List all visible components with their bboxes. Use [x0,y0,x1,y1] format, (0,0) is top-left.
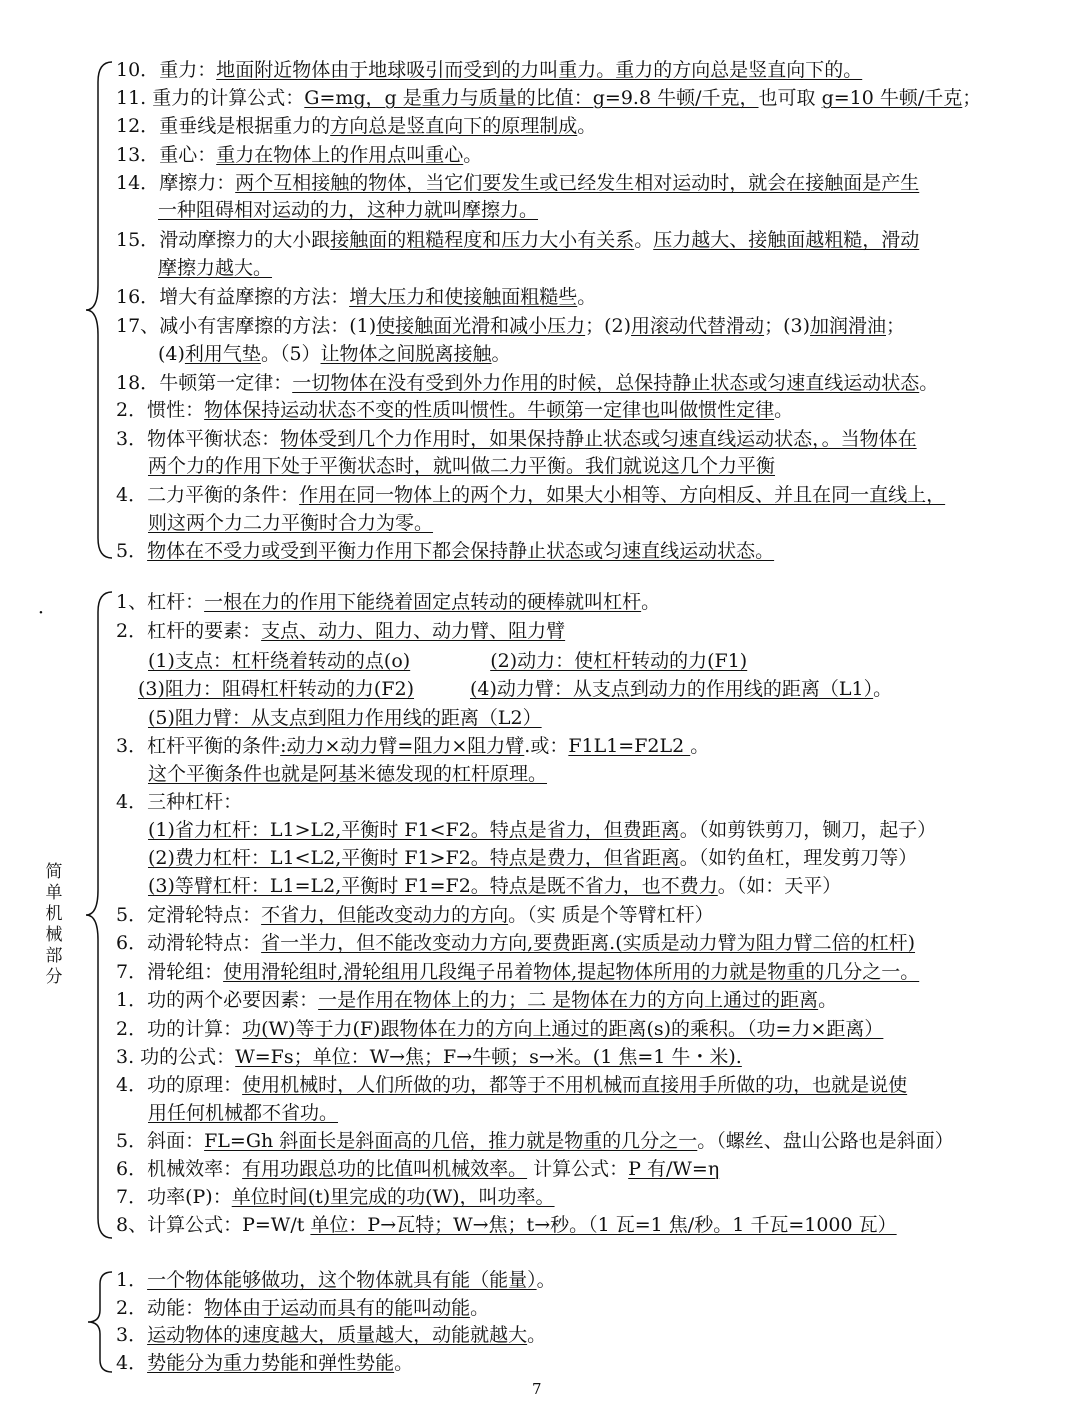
underlined-text: 省一半力，但不能改变动力方向,要费距离.(实质是动力臂为阻力臂二倍的杠杆) [261,932,916,954]
page-number: 7 [532,1380,542,1398]
item-number: 11. [116,87,153,109]
plain-text: 。 [774,399,794,421]
underlined-text: 作用在同一物体上的两个力，如果大小相等、方向相反、并且在同一直线上， [299,484,946,506]
item-number: 17、 [116,315,160,337]
item-number: 7． [116,1186,148,1208]
note-line [116,86,981,110]
item-number: 2． [116,1018,148,1040]
plain-text: 。（如：天平） [717,875,842,897]
item-prefix: 动滑轮特点： [147,932,262,954]
plain-text: 。（5） [260,343,321,365]
side-label: 简 单 机 械 部 分 [45,862,63,987]
item-prefix: 增大有益摩擦的方法： [159,286,350,308]
underlined-text: 重力在物体上的作用点叫重心 [216,144,464,166]
note-line [116,398,793,422]
note-line [116,960,919,984]
underlined-text: 使接触面光滑和减小压力 [376,315,586,337]
plain-text: 。 [527,1324,547,1346]
plain-text: 。（螺丝、盘山公路也是斜面） [697,1130,954,1152]
brace-machine [84,590,114,1240]
plain-text: 。 [818,989,838,1011]
item-prefix: 功率(P)： [147,1186,232,1208]
item-number: 2． [116,1297,148,1319]
plain-text: 。 [536,1269,556,1291]
item-prefix: 重力的计算公式： [152,87,305,109]
underlined-text: (2)动力：使杠杆转动的力(F1) [490,650,748,672]
brace-force [84,60,114,560]
marker-dot: ． [38,596,58,618]
item-prefix: 三种杠杆： [147,791,243,813]
note-line [116,1296,489,1320]
plain-text: 。 [873,678,893,700]
note-line [148,874,841,898]
item-prefix: 定滑轮特点： [147,904,262,926]
item-number: 4． [116,1074,148,1096]
plain-text: 。（如钓鱼杠，理发剪刀等） [679,847,918,869]
underlined-text: :动力×动力臂=阻力×阻力臂 [280,735,525,757]
underlined-text: 物体保持运动状态不变的性质叫惯性。牛顿第一定律也叫做惯性定律 [204,399,775,421]
underlined-text: P 有/W=η [628,1158,720,1180]
item-number: 3． [116,735,148,757]
note-line [116,1017,883,1041]
item-number: 3． [116,428,148,450]
plain-text: 。 [641,591,661,613]
underlined-text: 增大压力和使接触面粗糙些 [349,286,578,308]
item-number: 12． [116,115,160,137]
underlined-text: FL=Gh 斜面长是斜面高的几倍，推力就是物重的几分之一 [204,1130,698,1152]
note-line [116,371,938,395]
item-number: 18． [116,372,160,394]
plain-text: 计算公式： [527,1158,629,1180]
note-line [116,1157,719,1181]
item-prefix: 滑轮组： [147,961,224,983]
note-line [148,511,433,535]
item-number: 4． [116,1352,148,1374]
item-number: 14． [116,172,160,194]
underlined-text: 有用功跟总功的比值叫机械效率。 [242,1158,528,1180]
note-line [116,1268,556,1292]
underlined-text: 单位：P→瓦特；W→焦；t→秒。（1 瓦=1 焦/秒。1 千瓦=1000 瓦） [310,1214,897,1236]
underlined-text: 摩擦力越大。 [158,257,273,279]
underlined-text: F1L1=F2L2 [568,735,691,757]
note-line [116,1351,413,1375]
plain-text: 。 [394,1352,414,1374]
item-number: 6． [116,932,148,954]
item-prefix: 斜面： [147,1130,205,1152]
underlined-text: (4)动力臂：从支点到动力的作用线的距离（L1） [470,678,874,700]
item-prefix: 功的公式： [140,1046,236,1068]
item-number: 2． [116,399,148,421]
note-line [116,903,714,927]
underlined-text: (1)省力杠杆：L1>L2,平衡时 F1<F2。特点是省力，但费距离 [148,819,680,841]
note-line [116,1045,742,1069]
item-number: 5． [116,904,148,926]
note-line [158,342,511,366]
plain-text: 也可取 [758,87,822,109]
underlined-text: 一是作用在物体上的力；二 是物体在力的方向上通过的距离 [318,989,819,1011]
plain-text: 。 [634,229,654,251]
item-prefix: 重垂线是根据重力的 [159,115,331,137]
underlined-text: 加润滑油 [809,315,886,337]
item-prefix: (4) [158,343,185,365]
item-prefix: 牛顿第一定律： [159,372,293,394]
underlined-text: 则这两个力二力平衡时合力为零。 [148,512,434,534]
note-line [138,677,892,701]
item-number: 8、 [116,1214,148,1236]
item-number: 2． [116,620,148,642]
plain-text: ； [962,87,982,109]
underlined-text: (2)费力杠杆：L1<L2,平衡时 F1>F2。特点是费力，但省距离 [148,847,680,869]
underlined-text: G=mg，g 是重力与质量的比值：g=9.8 牛顿/千克， [304,87,759,109]
note-line [116,143,482,167]
note-line [148,649,747,673]
note-line [148,818,936,842]
item-number: 16． [116,286,160,308]
item-prefix: 物体平衡状态： [147,428,281,450]
note-line [116,483,945,507]
item-prefix: 动能： [147,1297,205,1319]
plain-text: ；(2) [585,315,632,337]
underlined-text: 用滚动代替滑动 [631,315,765,337]
item-prefix: 杠杆平衡的条件 [147,735,281,757]
underlined-text: 势能分为重力势能和弹性势能 [147,1352,395,1374]
note-line [116,619,565,643]
note-line [148,846,917,870]
item-number: 7． [116,961,148,983]
item-number: 6． [116,1158,148,1180]
underlined-text: (1)支点：杠杆绕着转动的点(o) [148,650,411,672]
item-prefix: 杠杆： [147,591,205,613]
underlined-text: (5)阻力臂：从支点到阻力作用线的距离（L2） [148,707,542,729]
underlined-text: 单位时间(t)里完成的功(W)，叫功率。 [231,1186,555,1208]
underlined-text: 接触面的粗糙程度和压力大小有关系 [330,229,635,251]
underlined-text: 物体受到几个力作用时，如果保持静止状态或匀速直线运动状态，。当物体在 [280,428,917,450]
note-line [116,734,709,758]
underlined-text: 物体由于运动而具有的能叫动能 [204,1297,471,1319]
note-line [116,1323,546,1347]
underlined-text: 支点、动力、阻力、动力臂、阻力臂 [261,620,566,642]
brace-energy [84,1270,114,1374]
plain-text: 。 [463,144,483,166]
note-line [116,931,915,955]
item-number: 13． [116,144,160,166]
item-number: 15． [116,229,160,251]
underlined-text: 不省力，但能改变动力的方向 [261,904,509,926]
underlined-text: 地面附近物体由于地球吸引而受到的力叫重力。重力的方向总是竖直向下的。 [216,59,863,81]
underlined-text: g=10 牛顿/千克 [821,87,963,109]
underlined-text: 一切物体在没有受到外力作用的时候，总保持静止状态或匀速直线运动状态 [292,372,920,394]
note-line [116,285,596,309]
underlined-text: 一个物体能够做功，这个物体就具有能（能量） [147,1269,537,1291]
plain-text: 。 [690,735,710,757]
item-number: 3． [116,1324,148,1346]
note-line [158,256,272,280]
underlined-text: 压力越大、接触面越粗糙，滑动 [653,229,920,251]
item-number: 1、 [116,591,148,613]
note-line [116,58,862,82]
item-prefix: 机械效率： [147,1158,243,1180]
underlined-text: (3)阻力：阻碍杠杆转动的力(F2) [138,678,415,700]
underlined-text: 使用机械时，人们所做的功，都等于不用机械而直接用手所做的功，也就是说使 [242,1074,908,1096]
underlined-text: 使用滑轮组时,滑轮组用几段绳子吊着物体,提起物体所用的力就是物重的几分之一。 [223,961,920,983]
item-number: 3. [116,1046,141,1068]
note-line [116,539,774,563]
underlined-text: 运动物体的速度越大，质量越大，动能就越大 [147,1324,528,1346]
note-line [116,1073,907,1097]
underlined-text: 用任何机械都不省功。 [148,1102,339,1124]
note-line [116,590,660,614]
item-prefix: 重力： [159,59,217,81]
plain-text: ；(3) [764,315,810,337]
item-number: 1． [116,1269,148,1291]
item-prefix: 杠杆的要素： [147,620,262,642]
note-line [116,790,242,814]
underlined-text: 这个平衡条件也就是阿基米德发现的杠杆原理。 [148,763,548,785]
note-line [116,1129,954,1153]
underlined-text: 一根在力的作用下能绕着固定点转动的硬棒就叫杠杆 [204,591,642,613]
note-line [148,762,547,786]
underlined-text: 功(W)等于力(F)跟物体在力的方向上通过的距离(s)的乘积。（功=力×距离） [242,1018,884,1040]
plain-text: 。 [919,372,939,394]
underlined-text: W=Fs；单位：W→焦；F→牛顿；s→米。(1 焦=1 牛・米). [235,1046,742,1068]
note-line [148,1101,338,1125]
item-prefix: 减小有害摩擦的方法：(1) [159,315,377,337]
underlined-text: 利用气垫 [184,343,261,365]
item-prefix: 二力平衡的条件： [147,484,300,506]
note-line [116,171,919,195]
plain-text: .或： [524,735,569,757]
item-prefix: 滑动摩擦力的大小跟 [159,229,331,251]
underlined-text: 两个互相接触的物体，当它们要发生或已经发生相对运动时，就会在接触面是产生 [235,172,920,194]
item-number: 10． [116,59,160,81]
note-line [116,114,596,138]
note-line [116,427,917,451]
plain-text: 。 [577,286,597,308]
plain-text: 。 [470,1297,490,1319]
item-number: 5． [116,1130,148,1152]
item-prefix: 功的计算： [147,1018,243,1040]
underlined-text: 物体在不受力或受到平衡力作用下都会保持静止状态或匀速直线运动状态。 [147,540,775,562]
note-line [116,1213,897,1237]
note-line [158,198,538,222]
item-prefix: 重心： [159,144,217,166]
item-number: 4． [116,484,148,506]
note-line [116,988,837,1012]
note-line [148,454,775,478]
underlined-text: (3)等臂杠杆：L1=L2,平衡时 F1=F2。特点是既不省力，也不费力 [148,875,718,897]
item-number: 1． [116,989,148,1011]
item-prefix: 计算公式：P=W/t [147,1214,311,1236]
item-prefix: 功的原理： [147,1074,243,1096]
item-prefix: 惯性： [147,399,205,421]
item-prefix: 功的两个必要因素： [147,989,319,1011]
note-line [116,1185,555,1209]
item-number: 4． [116,791,148,813]
plain-text: ； [886,315,906,337]
plain-text: 。（如剪铁剪刀，铡刀，起子） [679,819,937,841]
plain-text: 。 [491,343,511,365]
plain-text: 。 [577,115,597,137]
plain-text: 。（实 质是个等臂杠杆） [508,904,714,926]
underlined-text: 一种阻碍相对运动的力，这种力就叫摩擦力。 [158,199,539,221]
note-line [116,314,905,338]
note-line [148,706,542,730]
note-line [116,228,919,252]
item-number: 5． [116,540,148,562]
underlined-text: 让物体之间脱离接触 [320,343,492,365]
underlined-text: 两个力的作用下处于平衡状态时，就叫做二力平衡。我们就说这几个力平衡 [148,455,776,477]
underlined-text: 方向总是竖直向下的原理制成 [330,115,578,137]
item-prefix: 摩擦力： [159,172,236,194]
